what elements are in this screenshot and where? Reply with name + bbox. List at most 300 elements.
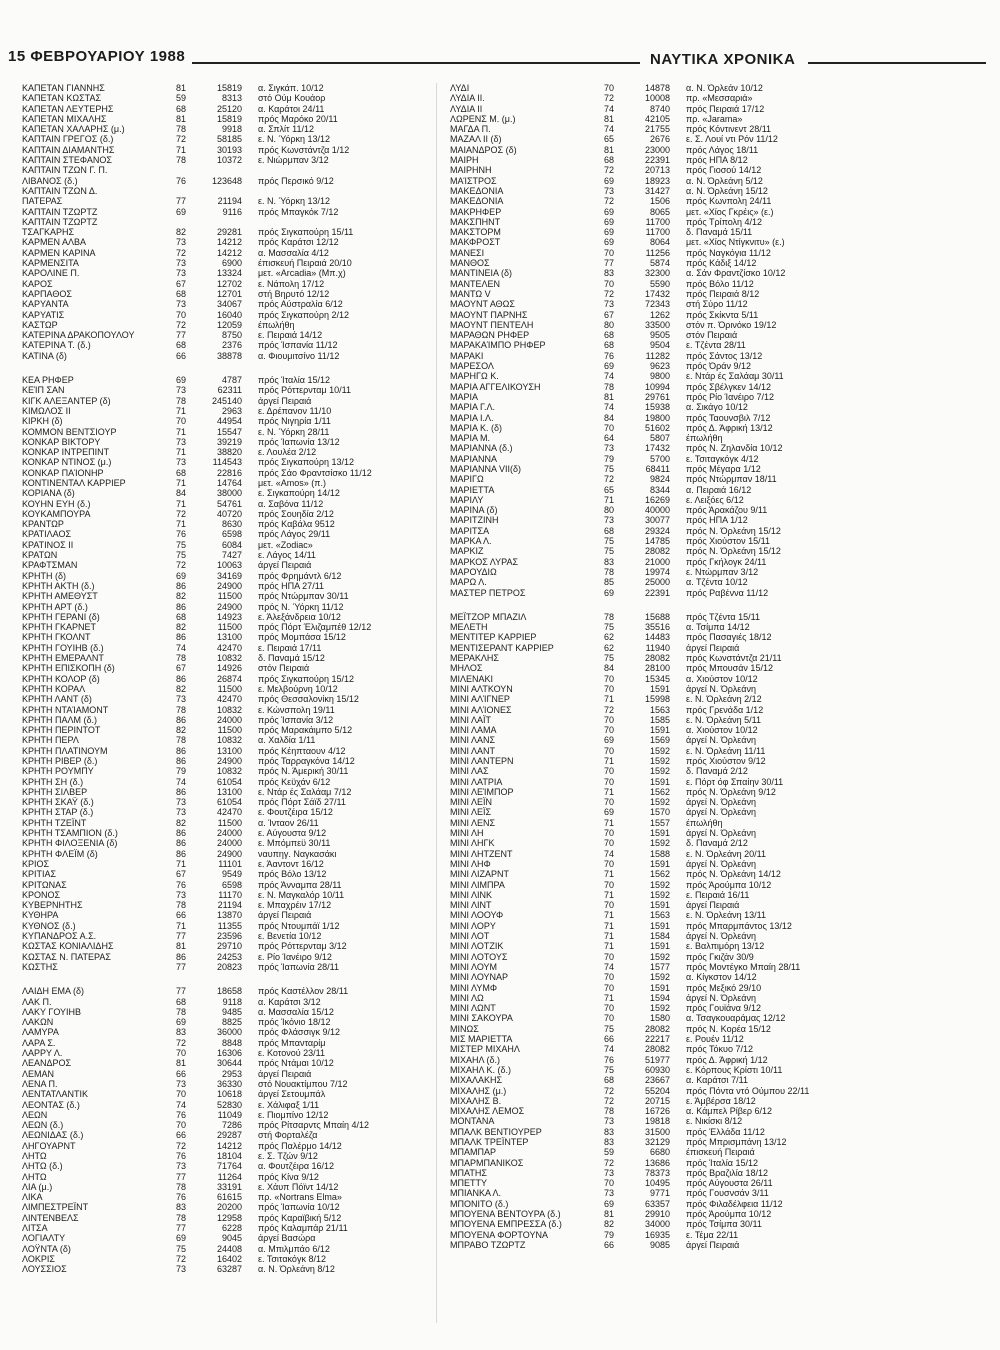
ship-tonnage: 31500 xyxy=(644,1126,670,1137)
ship-position: πρός Πόρτ Σάϊδ 27/11 xyxy=(258,797,346,808)
ship-position: ε. Αύγουστα 9/12 xyxy=(258,828,327,839)
ship-row xyxy=(22,196,430,206)
ship-name: ΜΑΡΙΤΣΑ xyxy=(450,525,490,536)
ship-year: 76 xyxy=(175,175,186,186)
ship-year: 70 xyxy=(603,982,614,993)
ship-year: 70 xyxy=(603,83,614,93)
ship-name: ΜΠΑΛΚ ΤΡΕΪΝΤΕΡ xyxy=(450,1136,529,1147)
ship-row xyxy=(450,1106,858,1116)
ship-tonnage: 17432 xyxy=(644,443,670,454)
ship-tonnage: 5590 xyxy=(649,278,670,289)
ship-position: ναυπηγ. Ναγκασάκι xyxy=(258,848,337,859)
ship-position: πρός Κωνστάντζα 1/12 xyxy=(258,144,350,155)
ship-tonnage: 35516 xyxy=(644,622,670,633)
ship-position: πρός Σιγκαπούρη 2/12 xyxy=(258,309,349,320)
ship-year: 59 xyxy=(603,1147,614,1158)
ship-tonnage: 44954 xyxy=(216,416,242,427)
ship-tonnage: 42470 xyxy=(216,807,242,818)
ship-position: α. Πειραιά 16/12 xyxy=(686,484,752,495)
ship-tonnage: 8344 xyxy=(649,484,670,495)
ship-year: 71 xyxy=(603,992,614,1003)
ship-tonnage: 1588 xyxy=(649,848,670,859)
ship-tonnage: 11264 xyxy=(217,1171,242,1182)
ship-position: πρός Χιούστον 9/12 xyxy=(686,756,766,766)
ship-year: 83 xyxy=(175,1027,186,1038)
ship-position: άργεί Βασώρα xyxy=(258,1233,316,1244)
ship-position: πρός Κάδιξ 14/12 xyxy=(686,258,757,269)
ship-name: ΛΑΡΡΥ Λ. xyxy=(22,1048,63,1059)
ship-row xyxy=(450,859,858,869)
ship-name: ΜΠΑΛΚ ΒΕΝΤΙΟΥΡΕΡ xyxy=(450,1126,542,1137)
ship-position: έπωλήθη xyxy=(686,433,723,444)
ship-row xyxy=(22,488,430,498)
ship-row xyxy=(22,694,430,704)
ship-year: 82 xyxy=(603,1219,614,1230)
ship-tonnage: 1570 xyxy=(649,807,670,818)
ship-position: ε. Πειραιά 16/11 xyxy=(686,889,750,900)
ship-name: ΛΗΤΩ (δ.) xyxy=(22,1161,63,1172)
ship-year: 76 xyxy=(603,350,614,361)
ship-tonnage: 11500 xyxy=(217,817,242,828)
ship-row xyxy=(22,385,430,395)
ship-name: ΜΟΝΤΑΝΑ xyxy=(450,1116,495,1127)
section-gap xyxy=(22,361,430,375)
ship-year: 82 xyxy=(175,591,186,602)
ship-year: 75 xyxy=(603,622,614,633)
ship-year: 77 xyxy=(175,1223,186,1234)
ship-position: πρός Ίσπανία 11/12 xyxy=(258,340,338,351)
ship-tonnage: 5807 xyxy=(649,433,670,444)
ship-year: 72 xyxy=(175,247,186,258)
ship-year: 68 xyxy=(603,1075,614,1086)
ship-name: ΚΡΙΟΣ xyxy=(22,858,50,869)
ship-position: πρός Ρίτσαρντς Μπαίη 4/12 xyxy=(258,1120,370,1131)
ship-tonnage: 1591 xyxy=(649,828,670,839)
ship-position: πρός Σουηδία 2/12 xyxy=(258,508,334,519)
ship-tonnage: 22217 xyxy=(644,1034,670,1045)
ship-name: ΜΑΚΕΔΟΝΙΑ xyxy=(450,196,504,207)
ship-row xyxy=(22,279,430,289)
ship-year: 81 xyxy=(175,113,186,124)
ship-position: ε. Άλεξάνδρεια 10/12 xyxy=(258,611,341,622)
ship-year: 70 xyxy=(603,879,614,890)
ship-name: ΚΡΗΤΗ ΕΜΕΡΑΛΝΤ xyxy=(22,653,104,664)
ship-name: ΚΑΠΤΑΙΝ ΓΡΕΓΟΣ (δ.) xyxy=(22,134,114,145)
ship-list-right-column xyxy=(450,83,858,1250)
ship-position: στό Νουακτίμπου 7/12 xyxy=(258,1078,348,1089)
ship-row xyxy=(22,427,430,437)
ship-year: 68 xyxy=(175,288,186,299)
ship-name: ΜΙΝΙ ΛΕΊΜΠΟΡ xyxy=(450,786,514,797)
ship-year: 78 xyxy=(175,735,186,746)
ship-position: πρός Ν. Όρλεάνη 14/12 xyxy=(686,869,781,880)
ship-tonnage: 245140 xyxy=(211,395,242,406)
ship-name: ΜΙΝΙ ΣΑΚΟΥΡΑ xyxy=(450,1013,513,1024)
ship-row xyxy=(22,962,430,972)
ship-row xyxy=(22,1213,430,1223)
ship-tonnage: 9485 xyxy=(221,1006,242,1017)
ship-year: 71 xyxy=(175,519,186,530)
ship-row xyxy=(22,550,430,560)
ship-name: ΜΑΟΥΝΤ ΠΑΡΝΗΣ xyxy=(450,309,528,320)
ship-position: πρός Μπανταρίμ xyxy=(258,1037,326,1048)
ship-position: πρός Ντάμαι 10/12 xyxy=(258,1058,334,1069)
ship-row xyxy=(450,1034,858,1044)
ship-position: πρός Ν. Όρλεάνη 15/12 xyxy=(686,546,781,557)
ship-row xyxy=(450,526,858,536)
ship-tonnage: 1557 xyxy=(649,817,670,828)
ship-tonnage: 8065 xyxy=(649,206,670,217)
ship-name: ΜΑΚΦΡΟΣΤ xyxy=(450,237,501,248)
ship-tonnage: 55204 xyxy=(644,1085,670,1096)
ship-year: 70 xyxy=(603,797,614,808)
ship-row xyxy=(22,674,430,684)
ship-position: πρός Ρόττερνταμ 3/12 xyxy=(258,941,347,952)
ship-row xyxy=(450,828,858,838)
ship-row xyxy=(22,1192,430,1202)
ship-position: ε. Χάλιφαξ 1/11 xyxy=(258,1099,320,1110)
ship-row xyxy=(22,1027,430,1037)
ship-name: ΜΙΝΙ ΛΙΜΠΡΑ xyxy=(450,879,505,890)
ship-year: 74 xyxy=(175,642,186,653)
ship-tonnage: 1577 xyxy=(649,961,670,972)
ship-name: ΚΡΗΤΗ ΠΕΡΙΝΤΟΤ xyxy=(22,725,101,736)
ship-row xyxy=(450,567,858,577)
ship-tonnage: 28082 xyxy=(644,1044,670,1055)
ship-name: ΜΙΝΙ ΛΑΤΡΙΑ xyxy=(450,776,503,787)
ship-row xyxy=(450,1086,858,1096)
ship-tonnage: 1591 xyxy=(649,858,670,869)
ship-row xyxy=(22,900,430,910)
ship-year: 72 xyxy=(175,319,186,330)
ship-name: ΚΕΑ ΡΗΦΕΡ xyxy=(22,375,74,386)
ship-name: ΜΑΙΡΗ xyxy=(450,155,479,166)
ship-position: πρ. «Nortrans Elma» xyxy=(258,1192,342,1203)
ship-name: ΚΟΝΤΙΝΕΝΤΑΛ ΚΑΡΡΙΕΡ xyxy=(22,477,126,488)
ship-name: ΛΟΚΡΙΣ xyxy=(22,1253,55,1264)
ship-row xyxy=(450,787,858,797)
ship-position: άργεί Ν. Όρλεάνη xyxy=(686,992,756,1003)
ship-position: πρός Μπρισμπάνη 13/12 xyxy=(686,1136,787,1147)
ship-position: πρ. «Μεσσαριά» xyxy=(686,93,753,104)
ship-tonnage: 20823 xyxy=(216,961,242,972)
ship-year: 78 xyxy=(175,1006,186,1017)
ship-position: πρός Όράν 9/12 xyxy=(686,361,751,372)
ship-position: πρός Καράτσι 12/12 xyxy=(258,237,339,248)
ship-row xyxy=(22,890,430,900)
ship-row xyxy=(22,1017,430,1027)
ship-position: πρός Καβάλα 9512 xyxy=(258,519,335,530)
ship-row xyxy=(22,499,430,509)
ship-name: ΚΡΗΤΗ ΛΑΝΤ (δ) xyxy=(22,694,92,705)
ship-position: πρός Λάγος 29/11 xyxy=(258,529,331,540)
ship-name: ΛΟΥΣΣΙΟΣ xyxy=(22,1264,67,1275)
ship-row xyxy=(22,145,430,155)
ship-name: ΜΑΡΑΚΙ xyxy=(450,350,484,361)
ship-tonnage: 1594 xyxy=(649,992,670,1003)
ship-year: 84 xyxy=(175,488,186,499)
ship-position: α. Τζέντα 10/12 xyxy=(686,577,748,588)
ship-name: ΚΑΤΕΡΙΝΑ ΔΡΑΚΟΠΟΥΛΟΥ xyxy=(22,330,135,341)
ship-row xyxy=(450,1013,858,1023)
ship-row xyxy=(22,406,430,416)
ship-position: ε. Κώνσπολη 19/11 xyxy=(258,704,335,715)
ship-year: 69 xyxy=(603,227,614,238)
ship-year: 78 xyxy=(175,704,186,715)
ship-name: ΚΑΡΟΛΙΝΕ Π. xyxy=(22,268,80,279)
ship-row xyxy=(22,540,430,550)
ship-name: ΛΕΩΝΙΔΑΣ (δ.) xyxy=(22,1130,84,1141)
ship-tonnage: 61054 xyxy=(216,797,242,808)
ship-position: άργεί Πειραιά xyxy=(258,395,312,406)
ship-row xyxy=(22,910,430,920)
ship-row xyxy=(450,931,858,941)
ship-year: 69 xyxy=(175,206,186,217)
ship-tonnage: 1506 xyxy=(649,196,670,207)
ship-name: ΜΑΚΣΤΟΡΜ xyxy=(450,227,501,238)
ship-year: 71 xyxy=(603,920,614,931)
ship-year: 84 xyxy=(603,663,614,674)
ship-position: πρός Γκιζάν 30/9 xyxy=(686,951,754,962)
ship-year: 78 xyxy=(175,395,186,406)
ship-row xyxy=(22,705,430,715)
ship-row xyxy=(22,83,430,93)
ship-name: ΚΩΣΤΑΣ ΚΟΝΙΑΛΙΔΗΣ xyxy=(22,941,114,952)
ship-tonnage: 51602 xyxy=(644,422,670,433)
ship-row xyxy=(450,392,858,402)
ship-position: πρός Μπαρμπάντος 13/12 xyxy=(686,920,792,931)
ship-row xyxy=(22,310,430,320)
ship-row xyxy=(450,207,858,217)
ship-position: πρός Ίταλία 15/12 xyxy=(258,375,330,386)
ship-tonnage: 15688 xyxy=(644,611,670,622)
ship-year: 67 xyxy=(603,309,614,320)
ship-tonnage: 11700 xyxy=(645,227,670,238)
ship-name: ΜΙΧΑΛΑΚΗΣ xyxy=(450,1075,503,1086)
ship-row xyxy=(22,859,430,869)
ship-row xyxy=(450,674,858,684)
ship-row xyxy=(450,900,858,910)
ship-tonnage: 21194 xyxy=(217,196,242,207)
ship-tonnage: 10832 xyxy=(216,653,242,664)
ship-row xyxy=(22,997,430,1007)
ship-name: ΛΟΓΙΑΛΤΥ xyxy=(22,1233,66,1244)
ship-position: α. Χιούστον 10/12 xyxy=(686,725,758,736)
ship-year: 69 xyxy=(603,175,614,186)
ship-row xyxy=(450,1178,858,1188)
ship-tonnage xyxy=(200,186,252,196)
ship-row xyxy=(450,921,858,931)
ship-name: ΜΑΓΔΑ Π. xyxy=(450,124,491,135)
ship-year: 72 xyxy=(603,474,614,485)
ship-name: ΚΑΤΕΡΙΝΑ Τ. (δ.) xyxy=(22,340,91,351)
ship-name: ΚΑΠΕΤΑΝ ΜΙΧΑΛΗΣ xyxy=(22,113,107,124)
ship-tonnage: 1592 xyxy=(649,797,670,808)
ship-year: 68 xyxy=(175,996,186,1007)
ship-position: μετ. «Zodiac» xyxy=(258,539,313,550)
ship-year: 71 xyxy=(175,426,186,437)
ship-year: 81 xyxy=(603,1209,614,1220)
ship-position: ε. Μπαχρέιν 17/12 xyxy=(258,900,332,911)
ship-name: ΛΑΙΔΗ ΕΜΑ (δ) xyxy=(22,986,85,997)
ship-year: 73 xyxy=(603,515,614,526)
ship-position: πρός Χιούστον 15/11 xyxy=(686,536,770,547)
ship-year: 86 xyxy=(175,951,186,962)
ship-year: 68 xyxy=(603,525,614,536)
ship-position: α. Ν. Όρλεάνη 5/12 xyxy=(686,175,763,186)
ship-position: άργεί Ν. Όρλεάνη xyxy=(686,807,756,818)
ship-row xyxy=(22,529,430,539)
ship-row xyxy=(450,1065,858,1075)
ship-position: έπισκευή Πειραιά 20/10 xyxy=(258,258,352,269)
ship-position: πρός Ρόττερνταμ 10/11 xyxy=(258,385,351,396)
ship-position: πρός Μαρακάιμπο 5/12 xyxy=(258,725,353,736)
ship-name: ΜΠΟΥΕΝΑ ΕΜΠΡΕΣΣΑ (δ.) xyxy=(450,1219,562,1230)
ship-row xyxy=(22,1172,430,1182)
ship-tonnage: 22391 xyxy=(644,587,670,598)
ship-position: ε. Ν. Όρλεάνη 11/11 xyxy=(686,745,766,756)
ship-row xyxy=(450,766,858,776)
ship-position: πρός Ρίο Ίανέιρο 7/12 xyxy=(686,391,774,402)
ship-row xyxy=(22,849,430,859)
header-rule-left xyxy=(192,62,640,64)
ship-tonnage: 42470 xyxy=(216,694,242,705)
ship-year: 70 xyxy=(603,725,614,736)
ship-name: ΜΠΟΥΕΝΑ ΦΟΡΤΟΥΝΑ xyxy=(450,1229,548,1240)
ship-name: ΚΩΣΤΑΣ Ν. ΠΑΤΕΡΑΣ xyxy=(22,951,111,962)
ship-position: πρός Ντώρμπαν 18/11 xyxy=(686,474,777,485)
ship-year: 68 xyxy=(175,611,186,622)
ship-row xyxy=(22,299,430,309)
ship-year: 68 xyxy=(175,467,186,478)
ship-row xyxy=(450,1199,858,1209)
ship-name: ΚΡΑΦΤΣΜΑΝ xyxy=(22,560,78,571)
ship-name: ΜΙΝΙ ΛΗΤΖΕΝΤ xyxy=(450,848,513,859)
ship-name: ΚΡΗΤΗ ΓΟΥΙΗΒ (δ.) xyxy=(22,642,104,653)
ship-position: πρός Πειραιά 17/12 xyxy=(686,103,765,114)
ship-name: ΛΙΒΑΝΟΣ (δ.) xyxy=(22,175,78,186)
ship-row xyxy=(22,941,430,951)
ship-year: 73 xyxy=(175,457,186,468)
ship-tonnage: 24253 xyxy=(216,951,242,962)
ship-position: στή Φορταλέζα xyxy=(258,1130,318,1141)
ship-name: ΚΑΠΕΤΑΝ ΧΑΛΑΡΗΣ (μ.) xyxy=(22,124,125,135)
ship-name: ΚΟΝΚΑΡ ΝΤΙΝΟΣ (μ.) xyxy=(22,457,112,468)
ship-year: 71 xyxy=(175,405,186,416)
ship-tonnage: 10832 xyxy=(216,704,242,715)
ship-name: ΛΕΩΝ xyxy=(22,1109,48,1120)
ship-position: άργεί Πειραιά xyxy=(686,900,740,911)
ship-row xyxy=(22,478,430,488)
ship-name: ΛΙΚΑ xyxy=(22,1192,43,1203)
ship-year: 81 xyxy=(175,941,186,952)
ship-name: ΜΑΡΙΕΤΤΑ xyxy=(450,484,495,495)
ship-name: ΚΥΠΑΝΔΡΟΣ Α.Σ. xyxy=(22,931,97,942)
ship-tonnage: 8064 xyxy=(649,237,670,248)
ship-position: ε. Χάυπ Πόϊντ 14/12 xyxy=(258,1181,339,1192)
ship-row xyxy=(450,818,858,828)
ship-row xyxy=(22,268,430,278)
ship-position: ε. Σιγκαπούρη 14/12 xyxy=(258,488,340,499)
ship-name: ΛΟΫΝΤΑ (δ) xyxy=(22,1243,71,1254)
ship-tonnage: 4787 xyxy=(221,375,242,386)
ship-position: ε. Κόρπους Κρίστι 10/11 xyxy=(686,1064,783,1075)
ship-name: ΚΑΣΤΩΡ xyxy=(22,319,58,330)
ship-tonnage: 14926 xyxy=(216,663,242,674)
ship-row xyxy=(450,849,858,859)
ship-position: πρός Ναγκόγια 11/12 xyxy=(686,247,771,258)
ship-row xyxy=(22,351,430,361)
ship-year: 70 xyxy=(603,714,614,725)
ship-year: 71 xyxy=(603,889,614,900)
ship-tonnage: 9085 xyxy=(649,1239,670,1250)
ship-year: 76 xyxy=(175,1150,186,1161)
ship-year: 78 xyxy=(175,900,186,911)
ship-year: 62 xyxy=(603,632,614,643)
ship-row xyxy=(450,268,858,278)
ship-year: 74 xyxy=(603,1044,614,1055)
ship-position: α. Κάμπελ Ρίβερ 6/12 xyxy=(686,1106,773,1117)
ship-position: ε. Κοτονού 23/11 xyxy=(258,1048,325,1059)
ship-tonnage: 5874 xyxy=(649,258,670,269)
ship-tonnage: 14923 xyxy=(216,611,242,622)
ship-row xyxy=(22,1110,430,1120)
ship-row xyxy=(22,1058,430,1068)
ship-row xyxy=(450,165,858,175)
ship-position: στόν Πειραιά xyxy=(258,663,310,674)
ship-position: πρός Περσικό 9/12 xyxy=(258,175,334,186)
ship-row xyxy=(22,93,430,103)
ship-row xyxy=(450,1096,858,1106)
ship-name: ΛΑΚ Π. xyxy=(22,996,52,1007)
ship-year: 78 xyxy=(175,124,186,135)
ship-position: πρός Άρακάζου 9/11 xyxy=(686,505,768,516)
ship-tonnage: 9771 xyxy=(649,1188,670,1199)
ship-name: ΜΙΝΙ ΛΟΥΜ xyxy=(450,961,498,972)
ship-year: 77 xyxy=(175,986,186,997)
ship-year: 68 xyxy=(175,340,186,351)
ship-tonnage: 28100 xyxy=(644,663,670,674)
ship-year: 70 xyxy=(603,422,614,433)
ship-position: α. Σάν Φραντζίσκο 10/12 xyxy=(686,268,786,279)
ship-position: πρός Έλλάδα 11/12 xyxy=(686,1126,765,1137)
ship-year: 68 xyxy=(603,330,614,341)
ship-tonnage: 24900 xyxy=(216,601,242,612)
ship-name: ΚΡΗΤΗ ΓΚΟΛΝΤ xyxy=(22,632,91,643)
ship-row xyxy=(450,217,858,227)
ship-name: ΜΠΑΤΗΣ xyxy=(450,1167,487,1178)
ship-tonnage: 15345 xyxy=(644,673,670,684)
ship-position: πρός Γκήλογκ 24/11 xyxy=(686,556,767,567)
ship-row xyxy=(22,986,430,996)
ship-position: πρός Τόκυο 7/12 xyxy=(686,1044,753,1055)
ship-tonnage: 78373 xyxy=(644,1167,670,1178)
ship-position: πρός Αύγουστα 26/11 xyxy=(686,1178,773,1189)
ship-name: ΚΡΗΤΗ ΓΚΑΡΝΕΤ xyxy=(22,622,96,633)
ship-row xyxy=(450,299,858,309)
ship-tonnage: 6084 xyxy=(221,539,242,550)
ship-name: ΚΡΗΤΗ ΣΙΛΒΕΡ xyxy=(22,786,88,797)
ship-year: 72 xyxy=(603,704,614,715)
ship-year: 65 xyxy=(603,134,614,145)
ship-position: ε. Λειξόες 6/12 xyxy=(686,494,744,505)
ship-name: ΛΕΝΑ Π. xyxy=(22,1078,58,1089)
ship-row xyxy=(450,495,858,505)
ship-year: 71 xyxy=(175,144,186,155)
ship-tonnage: 13100 xyxy=(216,786,242,797)
ship-tonnage: 24900 xyxy=(216,756,242,766)
ship-position: α. Χιούστον 10/12 xyxy=(686,673,758,684)
